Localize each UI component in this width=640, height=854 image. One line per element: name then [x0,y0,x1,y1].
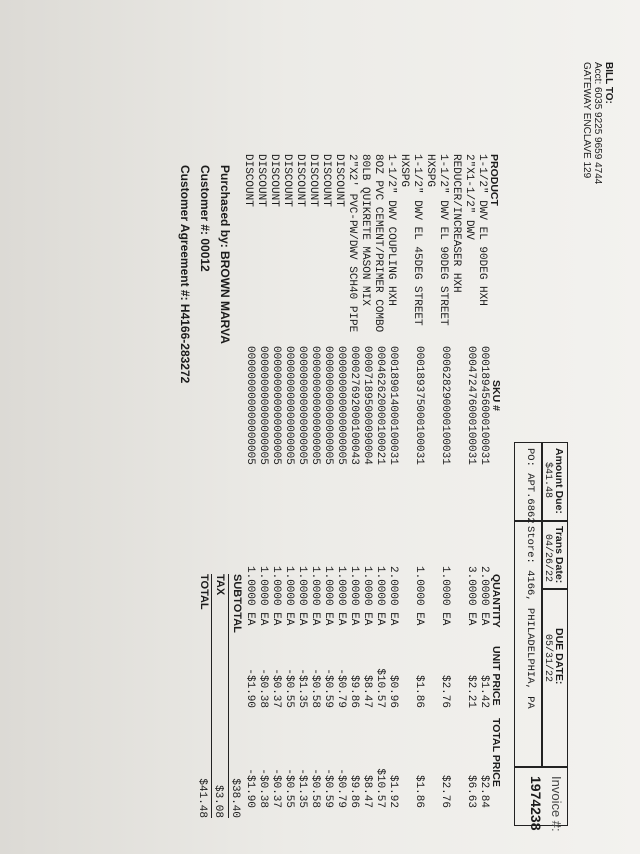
unit-price-cell: -$1.35 [296,668,308,708]
product-column [241,154,488,332]
sku-cell: 000071895000090004 [361,346,373,465]
sku-cell: 000000000000000005 [283,346,295,465]
col-header-product: PRODUCT [488,154,500,206]
total-price-cell: $8.47 [361,774,373,808]
product-cell: 8OZ PVC CEMENT/PRIMER COMBO [372,154,384,333]
sku-cell: 000189375000100031 [413,346,425,465]
unit-price-cell: -$0.59 [322,668,334,708]
total-price-cell: $10.57 [374,768,386,808]
sku-cell: 000000000000000005 [309,346,321,465]
unit-price-cell: $10.57 [374,668,386,708]
amount-due-label: Amount Due: [553,448,565,514]
sku-cell [425,346,438,465]
sku-cell: 000000000000000005 [322,346,334,465]
product-cell: 2"X1-1/2" DWV [463,154,475,240]
col-header-unit-price: UNIT PRICE [490,646,502,706]
total-price-cell: -$1.35 [296,768,308,808]
subtotal-label: SUBTOTAL [231,574,243,633]
unit-price-cell: $8.47 [361,674,373,708]
sku-cell: 000027692000100043 [348,346,360,465]
total-label: TOTAL [198,574,210,610]
total-price-cell: -$0.37 [270,768,282,808]
unit-price-cell: $2.21 [465,674,477,708]
sku-column [243,346,490,465]
purchased-by: Purchased by: BROWN MARVA [218,165,232,344]
col-header-total-price: TOTAL PRICE [490,718,502,787]
total-price-cell: -$0.59 [322,768,334,808]
due-date-value: 05/31/22 [542,634,553,683]
unit-price-cell: -$0.37 [270,668,282,708]
total-price-cell [425,718,438,808]
sku-cell: 000000000000000005 [257,346,269,465]
sku-cell: 000000000000000005 [335,346,347,465]
total-price-cell: $2.84 [478,774,490,808]
summary-divider [542,588,568,590]
tax-label: TAX [214,574,226,596]
total-price-column [243,718,490,808]
unit-price-cell [451,654,464,708]
product-cell: HXSPG [424,154,436,188]
quantity-cell [425,566,438,625]
product-cell: DISCOUNT [294,154,306,207]
due-date-label: DUE DATE: [553,628,565,685]
unit-price-cell: -$0.58 [309,668,321,708]
unit-price-cell: -$1.90 [244,668,256,708]
product-cell: 80LB QUIKRETE MASON MIX [359,154,371,306]
bill-to-name: GATEWAY ENCLAVE 129 [581,62,592,179]
account-number: Acct: 6035 9225 9659 4744 [592,62,603,185]
quantity-cell: 2.0000 EA [387,566,399,626]
product-cell: 1-1/2" DWV EL 90DEG HXH [476,154,488,306]
total-price-cell: $1.86 [413,774,425,808]
product-cell: REDUCER/INCREASER HXH [450,154,462,293]
col-header-sku: SKU # [490,380,502,411]
sku-cell: 000462620000100021 [374,346,386,465]
quantity-cell: 1.0000 EA [257,566,269,626]
unit-price-cell: -$0.38 [257,668,269,708]
sku-cell: 000000000000000005 [244,346,256,465]
unit-price-cell [425,654,438,708]
unit-price-cell: $1.86 [413,674,425,708]
product-cell: DISCOUNT [268,154,280,207]
sku-cell: 000628290000100031 [439,346,451,465]
unit-price-cell: -$0.79 [335,668,347,708]
product-cell: 1-1/2" DWV EL 45DEG STREET [411,154,423,326]
invoice-label: Invoice #: [549,776,564,832]
summary-divider [542,520,568,522]
customer-number: Customer #: 00012 [198,165,212,272]
sku-cell: 000000000000000005 [296,346,308,465]
unit-price-cell: $1.42 [478,674,490,708]
total-price-cell: -$1.90 [244,768,256,808]
total-price-cell [399,718,412,808]
invoice-number: 1974238 [528,776,544,831]
customer-agreement: Customer Agreement #: H4166-283272 [178,165,192,384]
col-header-quantity: QUANTITY [490,574,502,628]
product-cell: DISCOUNT [320,154,332,207]
quantity-cell: 1.0000 EA [413,566,425,626]
po-number: PO: APT.6862 [524,448,536,524]
quantity-cell: 1.0000 EA [309,566,321,626]
sku-cell [399,346,412,465]
quantity-cell: 1.0000 EA [270,566,282,626]
product-cell: 1-1/2" DWV COUPLING HXH [385,154,397,306]
total-price-cell: $9.86 [348,774,360,808]
product-cell: HXSPG [398,154,410,188]
total-price-cell: $1.92 [387,774,399,808]
quantity-cell [451,566,464,625]
totals-divider [211,574,212,818]
unit-price-column [243,654,490,708]
summary-divider [515,766,568,768]
quantity-cell: 1.0000 EA [244,566,256,626]
unit-price-cell: $2.76 [439,674,451,708]
total-price-cell: -$0.38 [257,768,269,808]
product-cell: DISCOUNT [255,154,267,207]
quantity-cell: 1.0000 EA [296,566,308,626]
bill-to-label: BILL TO: [603,62,614,104]
unit-price-cell: $0.96 [387,674,399,708]
totals-divider [228,574,229,818]
quantity-cell: 1.0000 EA [374,566,386,626]
sku-cell: 000189014000100031 [387,346,399,465]
total-price-cell: $2.76 [439,774,451,808]
quantity-cell: 1.0000 EA [322,566,334,626]
quantity-cell: 1.0000 EA [439,566,451,626]
amount-due-value: $41.48 [542,462,553,499]
quantity-cell: 2.0000 EA [478,566,490,626]
trans-date-value: 04/26/22 [542,534,553,583]
total-price-cell: -$0.58 [309,768,321,808]
store-info: Store: 4166, PHILADELPHIA, PA [524,526,536,709]
quantity-cell: 1.0000 EA [361,566,373,626]
sku-cell: 000000000000000005 [270,346,282,465]
product-cell: DISCOUNT [281,154,293,207]
total-value: $41.48 [196,778,208,818]
product-cell: 1-1/2" DWV EL 90DEG STREET [437,154,449,326]
quantity-cell: 1.0000 EA [335,566,347,626]
sku-cell [451,346,464,465]
sku-cell: 000189456000100031 [478,346,490,465]
unit-price-cell: $9.86 [348,674,360,708]
quantity-cell: 1.0000 EA [283,566,295,626]
total-price-cell: $6.63 [465,774,477,808]
unit-price-cell: -$0.55 [283,668,295,708]
total-price-cell [451,718,464,808]
unit-price-cell [399,654,412,708]
total-price-cell: -$0.55 [283,768,295,808]
product-cell: DISCOUNT [242,154,254,207]
product-cell: 2"X2' PVC-PW/DWV SCH40 PIPE [346,154,358,333]
quantity-column [243,566,490,625]
product-cell: DISCOUNT [307,154,319,207]
quantity-cell: 3.0000 EA [465,566,477,626]
quantity-cell [399,566,412,625]
sku-cell: 000472476000100031 [465,346,477,465]
tax-value: $3.08 [212,784,224,818]
trans-date-label: Trans Date: [553,526,565,584]
subtotal-value: $38.40 [229,778,241,818]
total-price-cell: -$0.79 [335,768,347,808]
quantity-cell: 1.0000 EA [348,566,360,626]
product-cell: DISCOUNT [333,154,345,207]
